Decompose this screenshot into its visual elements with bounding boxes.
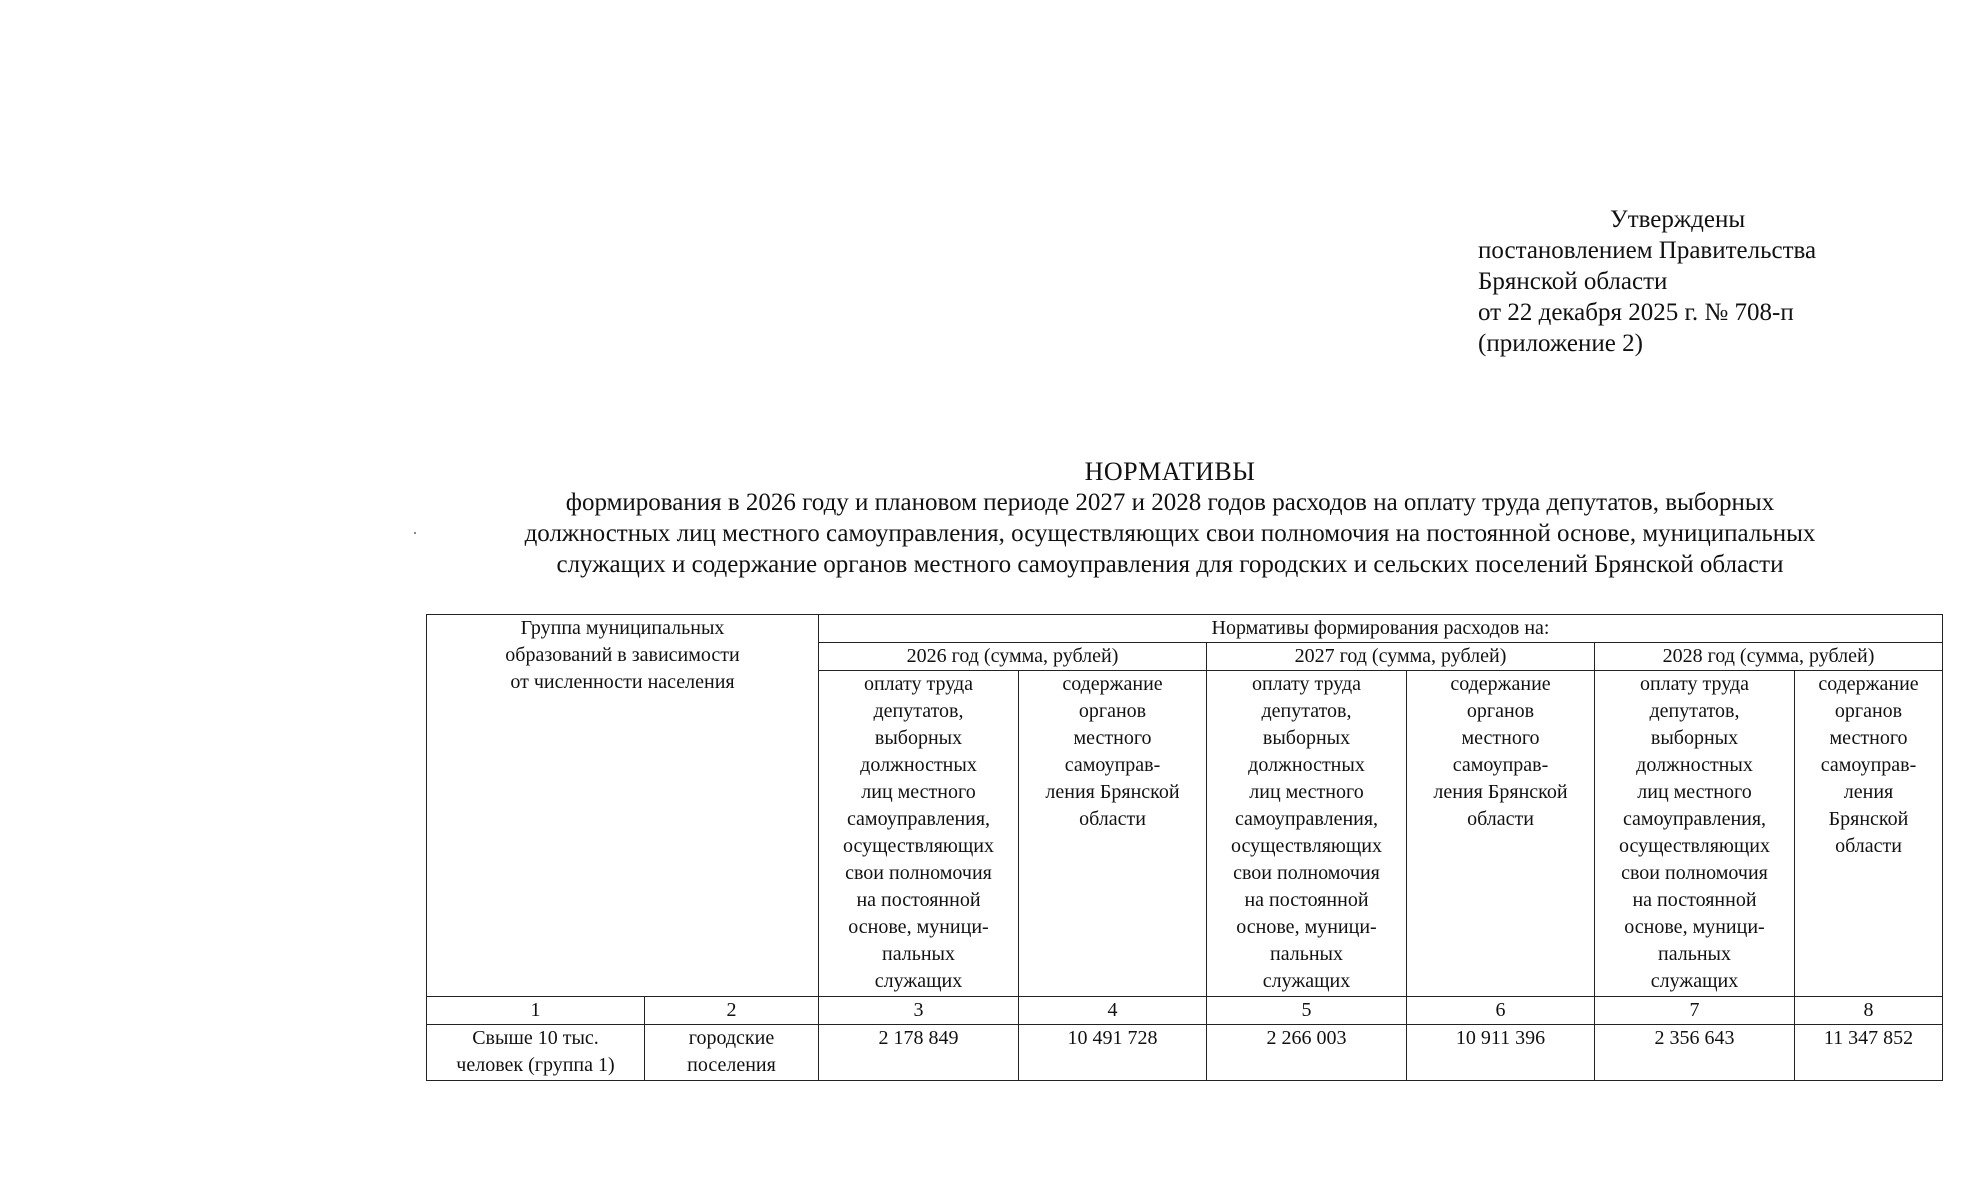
norms-header-cell: Нормативы формирования расходов на: — [819, 615, 1943, 643]
column-number: 3 — [819, 997, 1019, 1025]
group-header-cell — [427, 615, 819, 997]
column-number: 6 — [1407, 997, 1595, 1025]
value-cell: 2 266 003 — [1207, 1025, 1407, 1081]
sub-header-text: содержание органов местного самоуправ- ления Брянской области — [1045, 673, 1180, 830]
group-header-text: Группа муниципальных образований в зависимости от численности населения — [505, 617, 740, 693]
column-number: 1 — [427, 997, 645, 1025]
year-header-2026: 2026 год (сумма, рублей) — [819, 643, 1207, 671]
column-number: 8 — [1795, 997, 1943, 1025]
norms-table — [426, 614, 1943, 1081]
column-number-row — [427, 997, 1943, 1025]
approval-line: Брянской области — [1478, 268, 1668, 295]
approval-block — [1478, 204, 1816, 359]
sub-header-text: содержание органов местного самоуправ- ления Брянской области — [1818, 673, 1919, 857]
value-cell: 11 347 852 — [1795, 1025, 1943, 1081]
sub-header-text: оплату труда депутатов, выборных должностных лиц местного самоуправления, осуществляющих свои полномочия на постоянной основе, муници- пальных служащих — [1619, 673, 1770, 992]
row-kind-text: городские поселения — [687, 1027, 776, 1076]
year-header-2027: 2027 год (сумма, рублей) — [1207, 643, 1595, 671]
table-row — [427, 1025, 1943, 1081]
column-number: 7 — [1595, 997, 1795, 1025]
row-kind-cell — [645, 1025, 819, 1081]
value-cell: 10 491 728 — [1019, 1025, 1207, 1081]
value-cell: 2 178 849 — [819, 1025, 1019, 1081]
approval-line: постановлением Правительства — [1478, 237, 1817, 264]
sub-header-text: содержание органов местного самоуправ- ления Брянской области — [1433, 673, 1568, 830]
year-header-2028: 2028 год (сумма, рублей) — [1595, 643, 1943, 671]
row-group-text: Свыше 10 тыс. человек (группа 1) — [456, 1027, 615, 1076]
document-title: НОРМАТИВЫ — [1084, 457, 1256, 486]
sub-header-cell — [1595, 671, 1795, 997]
sub-header-cell — [819, 671, 1019, 997]
value-cell: 10 911 396 — [1407, 1025, 1595, 1081]
value-cell: 2 356 643 — [1595, 1025, 1795, 1081]
approval-line: от 22 декабря 2025 г. № 708-п — [1478, 299, 1794, 326]
row-group-cell — [427, 1025, 645, 1081]
column-number: 5 — [1207, 997, 1407, 1025]
column-number: 4 — [1019, 997, 1207, 1025]
header-row-norms — [427, 615, 1943, 643]
approval-line: Утверждены — [1610, 206, 1746, 233]
column-number: 2 — [645, 997, 819, 1025]
approval-line: (приложение 2) — [1478, 330, 1643, 357]
sub-header-cell — [1019, 671, 1207, 997]
sub-header-cell — [1407, 671, 1595, 997]
scan-speck — [414, 532, 416, 534]
sub-header-cell — [1795, 671, 1943, 997]
document-subtitle-line: должностных лиц местного самоуправления, осуществляющих свои полномочия на постоянной основе, муниципальных — [524, 520, 1816, 547]
sub-header-text: оплату труда депутатов, выборных должностных лиц местного самоуправления, осуществляющих свои полномочия на постоянной основе, муници- пальных служащих — [843, 673, 994, 992]
sub-header-text: оплату труда депутатов, выборных должностных лиц местного самоуправления, осуществляющих свои полномочия на постоянной основе, муници- пальных служащих — [1231, 673, 1382, 992]
document-subtitle-line: формирования в 2026 году и плановом периоде 2027 и 2028 годов расходов на оплату труда депутатов, выборных — [565, 489, 1775, 516]
document-heading — [420, 456, 1920, 580]
document-subtitle-line: служащих и содержание органов местного самоуправления для городских и сельских поселений Брянской области — [556, 551, 1784, 578]
sub-header-cell — [1207, 671, 1407, 997]
